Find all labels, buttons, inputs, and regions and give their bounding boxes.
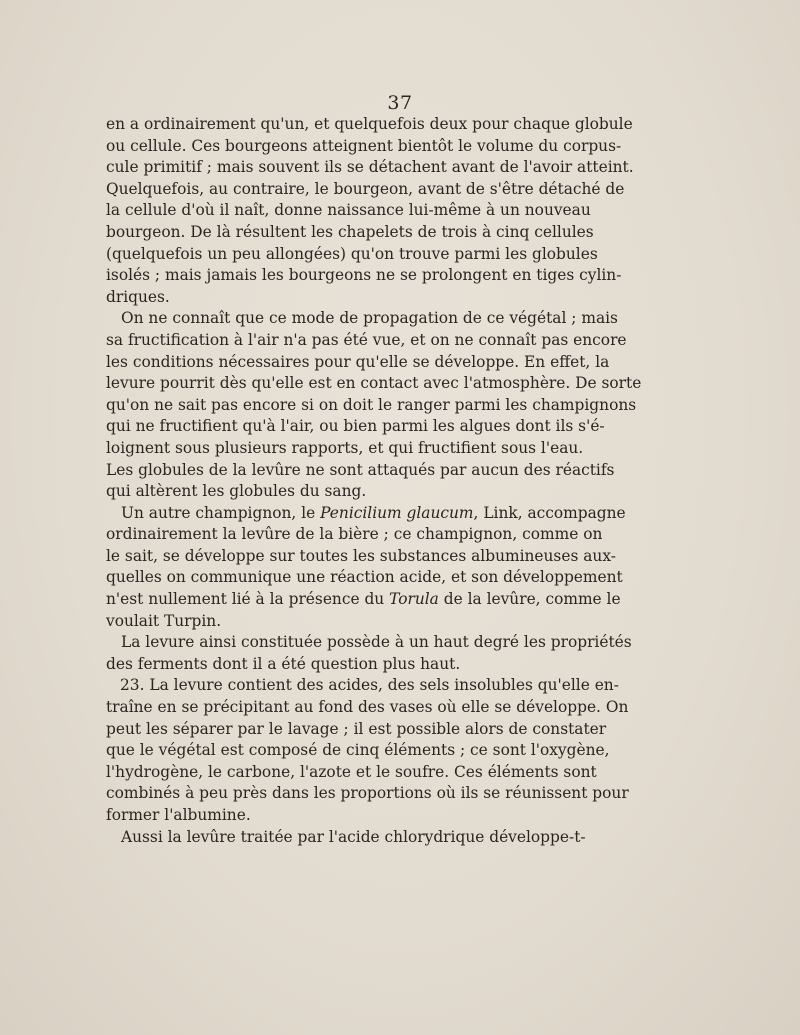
text-line: cule primitif ; mais souvent ils se détachent avant de l'avoir atteint. [106,158,634,177]
text-line: qu'on ne sait pas encore si on doit le ranger parmi les champignons [106,395,637,414]
text-line: Les globules de la levûre ne sont attaqués par aucun des réactifs [106,460,615,479]
text-line: ordinairement la levûre de la bière ; ce champignon, comme on [106,525,603,544]
text-line: On ne connaît que ce mode de propagation de ce végétal ; mais [121,309,618,328]
text-line: des ferments dont il a été question plus haut. [106,654,461,673]
text-line: voulait Turpin. [106,611,222,630]
text-line: Aussi la levûre traitée par l'acide chlorydrique développe-t- [121,827,586,846]
body-text [106,114,642,848]
text-line: le sait, se développe sur toutes les substances albumineuses aux- [106,546,616,565]
text-line: La levure ainsi constituée possède à un haut degré les propriétés [121,633,632,652]
page-number: 37 [387,92,413,114]
text-line: sa fructification à l'air n'a pas été vue, et on ne connaît pas encore [106,330,627,349]
text-line: loignent sous plusieurs rapports, et qui fructifient sous l'eau. [106,438,584,457]
text-line: bourgeon. De là résultent les chapelets de trois à cinq cellules [106,222,594,241]
text-line: traîne en se précipitant au fond des vases où elle se développe. On [106,698,629,717]
text-line: Un autre champignon, le Penicilium glaucum, Link, accompagne [121,503,626,522]
text-line: en a ordinairement qu'un, et quelquefois deux pour chaque globule [106,115,633,133]
text-line: peut les séparer par le lavage ; il est possible alors de constater [106,719,607,738]
text-line: Quelquefois, au contraire, le bourgeon, avant de s'être détaché de [106,179,625,198]
text-line: combinés à peu près dans les proportions où ils se réunissent pour [106,784,629,803]
text-line: les conditions nécessaires pour qu'elle se développe. En effet, la [106,352,610,371]
text-line: levure pourrit dès qu'elle est en contact avec l'atmosphère. De sorte [106,374,642,393]
text-line: former l'albumine. [106,806,251,824]
text-line: ou cellule. Ces bourgeons atteignent bientôt le volume du corpus- [106,136,622,155]
text-line: 23. La levure contient des acides, des sels insolubles qu'elle en- [120,676,619,695]
text-line: l'hydrogène, le carbone, l'azote et le soufre. Ces éléments sont [106,762,597,781]
text-line: qui altèrent les globules du sang. [106,482,367,501]
text-line: isolés ; mais jamais les bourgeons ne se prolongent en tiges cylin- [106,266,622,285]
text-line: driques. [106,287,170,306]
text-line: la cellule d'où il naît, donne naissance lui-même à un nouveau [106,201,591,220]
text-line: (quelquefois un peu allongées) qu'on trouve parmi les globules [106,244,598,263]
text-line: quelles on communique une réaction acide, et son développement [106,568,623,587]
text-line: n'est nullement lié à la présence du Torula de la levûre, comme le [106,590,621,609]
text-line: que le végétal est composé de cinq éléments ; ce sont l'oxygène, [106,741,610,760]
text-line: qui ne fructifient qu'à l'air, ou bien parmi les algues dont ils s'é- [106,417,605,436]
